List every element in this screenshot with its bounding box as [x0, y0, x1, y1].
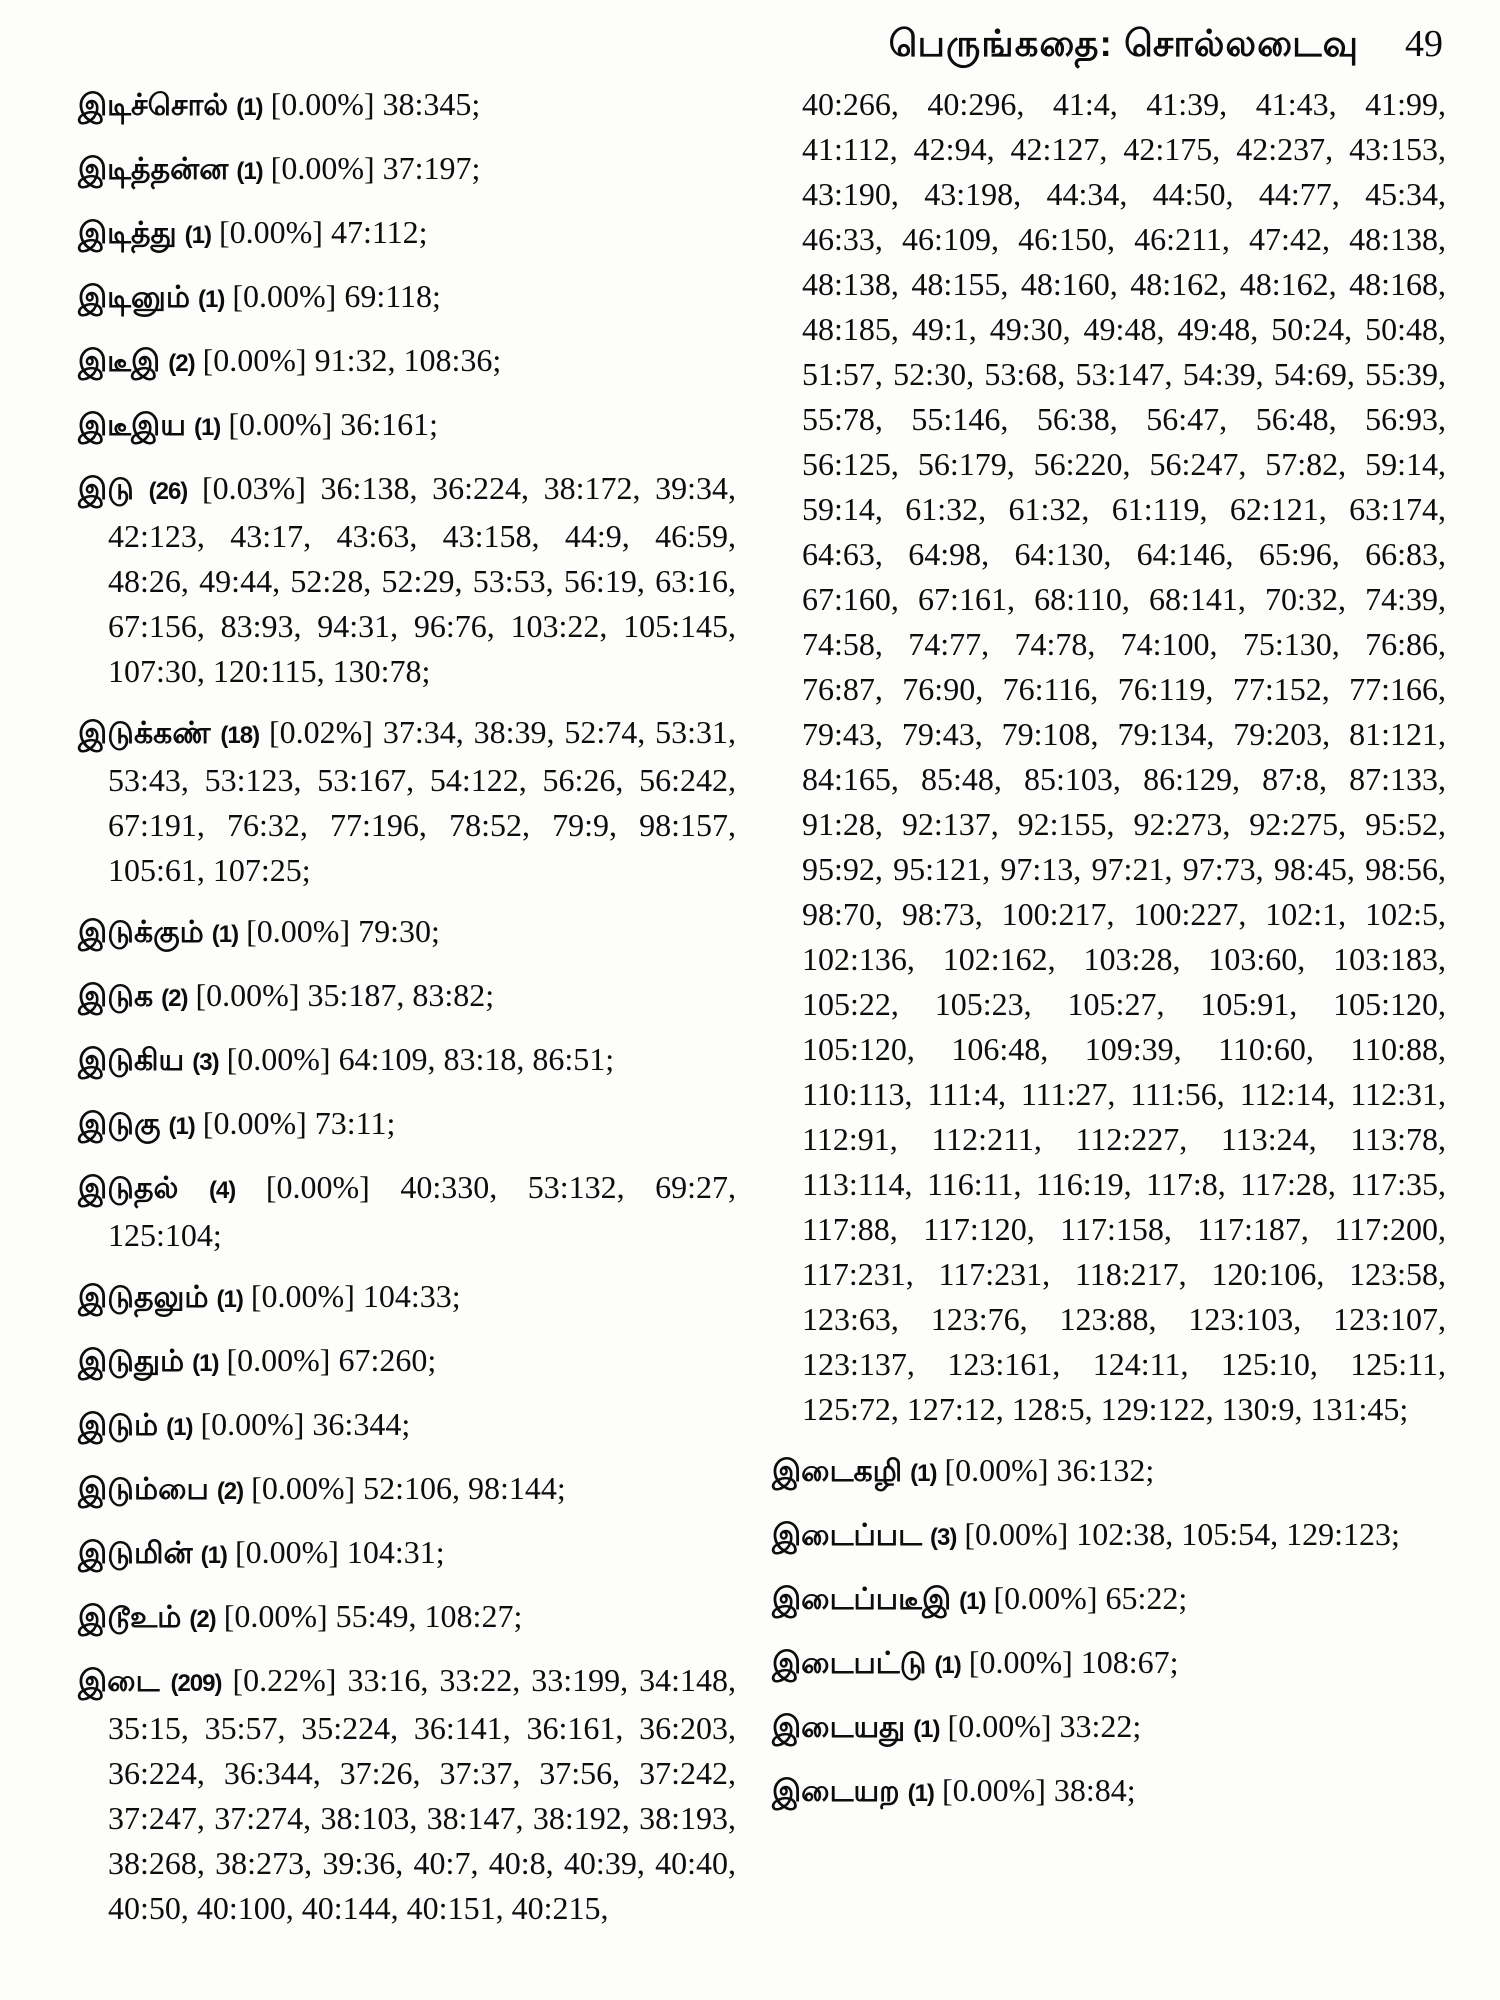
entry-headword: இடுகிய: [78, 1044, 185, 1077]
entry-count: (2): [216, 1478, 244, 1505]
entry-percent: [0.00%]: [226, 1041, 331, 1077]
entry-percent: [0.03%]: [201, 470, 306, 506]
entry-references: 55:49, 108:27;: [335, 1598, 523, 1634]
concordance-entry: [772, 1704, 1446, 1752]
entry-percent: [0.22%]: [232, 1662, 337, 1698]
entry-headword: இடித்து: [78, 217, 177, 250]
entry-headword: இடும்: [78, 1409, 159, 1442]
entry-headword: இடையது: [772, 1711, 906, 1744]
entry-references: 37:197;: [382, 150, 481, 186]
concordance-entry: [78, 1530, 736, 1578]
concordance-entry: [772, 1448, 1446, 1496]
concordance-entry: [78, 1466, 736, 1514]
entry-percent: [0.00%]: [250, 1278, 355, 1314]
page-number: 49: [1405, 23, 1443, 65]
entry-percent: [0.02%]: [268, 714, 373, 750]
entry-count: (1): [166, 1414, 193, 1441]
entry-count: (1): [959, 1588, 986, 1615]
concordance-entry: [78, 210, 736, 258]
entry-references: 40:266, 40:296, 41:4, 41:39, 41:43, 41:99, 41:112, 42:94, 42:127, 42:175, 42:237, 43:153, 43:190, 43:198, 44:34, 44:50, 44:77, 45:34, 46:33, 46:109, 46:150, 46:211, 47:42, 48:138, 48:138, 48:155, 48:160, 48:162, 48:162, 48:168, 48:185, 49:1, 49:30, 49:48, 49:48, 50:24, 50:48, 51:57, 52:30, 53:68, 53:147, 54:39, 54:69, 55:39, 55:78, 55:146, 56:38, 56:47, 56:48, 56:93, 56:125, 56:179, 56:220, 56:247, 57:82, 59:14, 59:14, 61:32, 61:32, 61:119, 62:121, 63:174, 64:63, 64:98, 64:130, 64:146, 65:96, 66:83, 67:160, 67:161, 68:110, 68:141, 70:32, 74:39, 74:58, 74:77, 74:78, 74:100, 75:130, 76:86, 76:87, 76:90, 76:116, 76:119, 77:152, 77:166, 79:43, 79:43, 79:108, 79:134, 79:203, 81:121, 84:165, 85:48, 85:103, 86:129, 87:8, 87:133, 91:28, 92:137, 92:155, 92:273, 92:275, 95:52, 95:92, 95:121, 97:13, 97:21, 97:73, 98:45, 98:56, 98:70, 98:73, 100:217, 100:227, 102:1, 102:5, 102:136, 102:162, 103:28, 103:60, 103:183, 105:22, 105:23, 105:27, 105:91, 105:120, 105:120, 106:48, 109:39, 110:60, 110:88, 110:113, 111:4, 111:27, 111:56, 112:14, 112:31, 112:91, 112:211, 112:227, 113:24, 113:78, 113:114, 116:11, 116:19, 117:8, 117:28, 117:35, 117:88, 117:120, 117:158, 117:187, 117:200, 117:231, 117:231, 118:217, 120:106, 123:58, 123:63, 123:76, 123:88, 123:103, 123:107, 123:137, 123:161, 124:11, 125:10, 125:11, 125:72, 127:12, 128:5, 129:122, 130:9, 131:45;: [802, 86, 1446, 1427]
concordance-entry: [772, 1768, 1446, 1816]
entry-headword: இடும்பை: [78, 1473, 209, 1506]
concordance-entry: [78, 466, 736, 694]
entry-headword: இடூஉம்: [78, 1601, 182, 1634]
entry-count: (2): [161, 985, 188, 1012]
entry-headword: இடுதும்: [78, 1345, 185, 1378]
entry-count: (2): [189, 1606, 216, 1633]
page-header: [889, 22, 1443, 70]
concordance-entry: [772, 1640, 1446, 1688]
entry-references: 38:345;: [382, 86, 481, 122]
entry-references: 38:84;: [1053, 1772, 1136, 1808]
entry-headword: இடீஇ: [78, 345, 161, 378]
concordance-entry: [78, 909, 736, 957]
entry-references: 64:109, 83:18, 86:51;: [338, 1041, 615, 1077]
entry-percent: [0.00%]: [246, 913, 351, 949]
entry-percent: [0.00%]: [968, 1644, 1073, 1680]
entry-headword: இடுதல்: [78, 1172, 179, 1205]
concordance-entry: [78, 338, 736, 386]
entry-count: (1): [910, 1460, 937, 1487]
entry-references: 40:330, 53:132, 69:27, 125:104;: [108, 1169, 737, 1253]
concordance-entry: [78, 710, 736, 893]
entry-references: 35:187, 83:82;: [307, 977, 495, 1013]
right-column: [772, 82, 1446, 1832]
concordance-entry: [772, 1512, 1446, 1560]
concordance-entry: [78, 973, 736, 1021]
entry-headword: இடிச்சொல்: [78, 89, 229, 122]
entry-percent: [0.00%]: [232, 278, 337, 314]
entry-references: 104:31;: [346, 1534, 445, 1570]
entry-percent: [0.00%]: [251, 1470, 356, 1506]
entry-headword: இடுக்கண்: [78, 717, 211, 750]
entry-headword: இடுதலும்: [78, 1281, 209, 1314]
entry-count: (209): [170, 1670, 222, 1697]
concordance-entry: [772, 1576, 1446, 1624]
entry-count: (1): [198, 286, 225, 313]
entry-headword: இடைபட்டு: [772, 1647, 927, 1680]
entry-headword: இடினும்: [78, 281, 191, 314]
concordance-entry: [78, 82, 736, 130]
entry-count: (1): [168, 1113, 195, 1140]
entry-headword: இடையற: [772, 1775, 900, 1808]
entry-count: (1): [192, 1350, 219, 1377]
entry-percent: [0.00%]: [944, 1452, 1049, 1488]
entry-references: 33:16, 33:22, 33:199, 34:148, 35:15, 35:57, 35:224, 36:141, 36:161, 36:203, 36:224, 36:344, 37:26, 37:37, 37:56, 37:242, 37:247, 37:274, 38:103, 38:147, 38:192, 38:193, 38:268, 38:273, 39:36, 40:7, 40:8, 40:39, 40:40, 40:50, 40:100, 40:144, 40:151, 40:215,: [108, 1662, 737, 1926]
entry-headword: இடித்தன்ன: [78, 153, 229, 186]
page-header-title: பெருங்கதை: சொல்லடைவு: [888, 23, 1359, 64]
entry-percent: [0.00%]: [234, 1534, 339, 1570]
entry-percent: [0.00%]: [265, 1169, 370, 1205]
entry-references: 67:260;: [338, 1342, 437, 1378]
entry-percent: [0.00%]: [202, 342, 307, 378]
entry-headword: இடை: [78, 1665, 160, 1698]
entry-percent: [0.00%]: [947, 1708, 1052, 1744]
entry-count: (1): [236, 94, 263, 121]
concordance-entry: [78, 1101, 736, 1149]
entry-percent: [0.00%]: [202, 1105, 307, 1141]
entry-count: (3): [192, 1049, 219, 1076]
entry-percent: [0.00%]: [993, 1580, 1098, 1616]
entry-headword: இடீஇய: [78, 409, 186, 442]
entry-percent: [0.00%]: [195, 977, 300, 1013]
concordance-entry: [78, 1165, 736, 1258]
entry-references: 91:32, 108:36;: [314, 342, 502, 378]
entry-references: 102:38, 105:54, 129:123;: [1076, 1516, 1400, 1552]
concordance-entry: [78, 1402, 736, 1450]
concordance-entry: [78, 1594, 736, 1642]
entry-references: 65:22;: [1105, 1580, 1188, 1616]
entry-percent: [0.00%]: [226, 1342, 331, 1378]
entry-percent: [0.00%]: [964, 1516, 1069, 1552]
entry-headword: இடைகழி: [772, 1455, 903, 1488]
entry-references: 79:30;: [358, 913, 440, 949]
entry-references: 36:132;: [1056, 1452, 1155, 1488]
entry-count: (26): [148, 478, 188, 505]
entry-percent: [0.00%]: [218, 214, 323, 250]
entry-references: 37:34, 38:39, 52:74, 53:31, 53:43, 53:123, 53:167, 54:122, 56:26, 56:242, 67:191, 76:32, 77:196, 78:52, 79:9, 98:157, 105:61, 107:25;: [108, 714, 737, 888]
concordance-entry: [78, 146, 736, 194]
entry-references: 36:344;: [312, 1406, 411, 1442]
entry-count: (3): [929, 1524, 957, 1551]
entry-references: 104:33;: [362, 1278, 461, 1314]
concordance-entry: [78, 1274, 736, 1322]
entry-count: (4): [208, 1177, 236, 1204]
entry-percent: [0.00%]: [941, 1772, 1046, 1808]
entry-count: (18): [220, 722, 260, 749]
entry-count: (1): [184, 222, 211, 249]
entry-references: 108:67;: [1080, 1644, 1179, 1680]
concordance-entry: [78, 1338, 736, 1386]
concordance-entry: [78, 274, 736, 322]
entry-count: (1): [907, 1780, 934, 1807]
entry-percent: [0.00%]: [228, 406, 333, 442]
entry-count: (1): [934, 1652, 961, 1679]
entry-headword: இடு: [78, 473, 134, 506]
entry-count: (1): [211, 921, 239, 948]
entry-count: (1): [236, 158, 263, 185]
entry-headword: இடுமின்: [78, 1537, 193, 1570]
concordance-entry: [78, 1658, 736, 1931]
entry-references: 73:11;: [314, 1105, 396, 1141]
entry-references: 33:22;: [1059, 1708, 1142, 1744]
entry-headword: இடைப்படீஇ: [772, 1583, 952, 1616]
entry-headword: இடைப்பட: [772, 1519, 922, 1552]
left-column: [78, 82, 736, 1947]
entry-count: (2): [168, 350, 195, 377]
entry-percent: [0.00%]: [270, 150, 375, 186]
entry-count: (1): [216, 1286, 243, 1313]
concordance-entry: [78, 1037, 736, 1085]
entry-headword: இடுக்கும்: [78, 916, 204, 949]
entry-headword: இடுகு: [78, 1108, 161, 1141]
entry-count: (1): [913, 1716, 940, 1743]
entry-references: 36:161;: [340, 406, 439, 442]
entry-references: 69:118;: [344, 278, 441, 314]
entry-references: 36:138, 36:224, 38:172, 39:34, 42:123, 43:17, 43:63, 43:158, 44:9, 46:59, 48:26, 49:44, 52:28, 52:29, 53:53, 56:19, 63:16, 67:156, 83:93, 94:31, 96:76, 103:22, 105:145, 107:30, 120:115, 130:78;: [108, 470, 737, 689]
entry-percent: [0.00%]: [270, 86, 375, 122]
entry-percent: [0.00%]: [200, 1406, 305, 1442]
entry-headword: இடுக: [78, 980, 154, 1013]
entry-continuation: [772, 82, 1446, 1432]
entry-references: 47:112;: [330, 214, 428, 250]
concordance-entry: [78, 402, 736, 450]
entry-count: (1): [193, 414, 221, 441]
entry-references: 52:106, 98:144;: [363, 1470, 566, 1506]
entry-count: (1): [200, 1542, 227, 1569]
entry-percent: [0.00%]: [223, 1598, 328, 1634]
